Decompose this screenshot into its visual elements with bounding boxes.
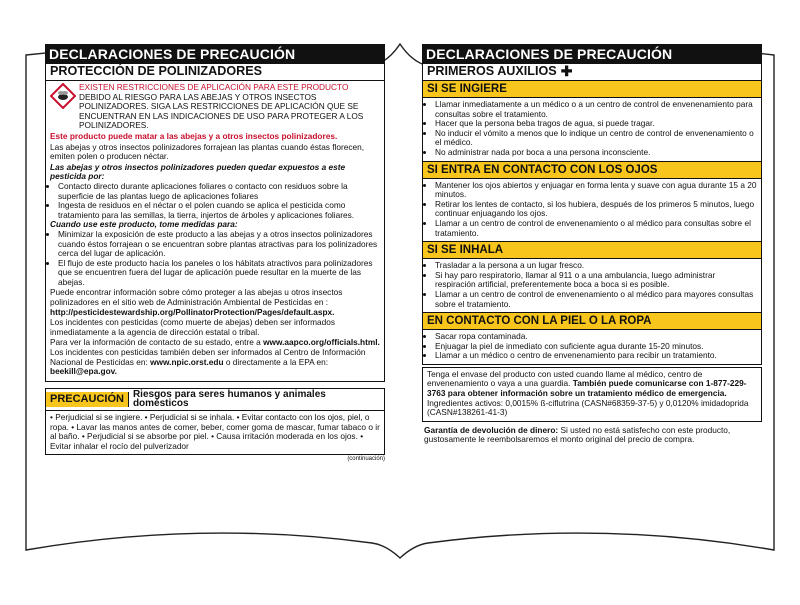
section-skin [422,330,762,365]
contact-paragraph [50,338,380,376]
list-item: • Trasladar a la persona a un lugar fresco. [435,261,757,271]
right-header: DECLARACIONES DE PRECAUCIÓN [422,44,762,64]
list-item: • No administrar nada por boca a una persona inconsciente. [435,148,757,158]
precaution-label: PRECAUCIÓN [46,392,129,407]
guarantee [422,422,762,445]
precaution-text: • Perjudicial si se ingiere. • Perjudicial si se inhala. • Evitar contacto con los ojos, piel, o ropa. • Lavar las manos antes de comer, beber, comer goma de mascar, fumar tabaco o ir al baño. • Perjudicial si se absorbe por piel. • Causa irritación moderada en los ojos. • Evitar inhalar el rocío del pulverizador [45,411,385,455]
restriction-row [50,83,380,131]
precaution-header [45,388,385,411]
section-eyes [422,179,762,243]
left-page [45,44,385,463]
exposure-heading: Las abejas y otros insectos polinizadores pueden quedar expuestos a este pesticida por: [50,161,346,182]
measures-heading: Cuando use este producto, tome medidas para: [50,219,238,230]
info-url[interactable]: http://pesticidestewardship.org/PollinatorProtection/Pages/default.aspx. [50,306,335,317]
pollinator-subheader: PROTECCIÓN DE POLINIZADORES [45,64,385,81]
list-item: • Llamar inmediatamente a un médico o a un centro de control de envenenamiento para consultas sobre el tratamiento. [435,100,757,119]
incidents-text: Los incidentes con pesticidas (como muerte de abejas) deben ser informados inmediatamente a la agencia de dirección estatal o tribal. [50,317,336,337]
container-note [422,367,762,422]
first-aid-cross-icon: ✚ [560,63,573,79]
first-aid-title: PRIMEROS AUXILIOS [427,64,557,78]
list-item: • No inducir el vómito a menos que lo indique un centro de control de envenenamiento o el médico. [435,129,757,148]
epa-email[interactable]: beekill@epa.gov. [50,366,117,377]
left-header: DECLARACIONES DE PRECAUCIÓN [45,44,385,64]
npic-text2: o directamente a la EPA en: [223,356,329,367]
list-item: • El flujo de este producto hacia los paneles o los hábitats atractivos para polinizadores que se encuentren fuera del lugar de aplicación puede resultar en la muerte de las abejas. [58,259,380,288]
guarantee-title: Garantía de devolución de dinero: [424,424,559,435]
guarantee-text: Si usted no está satisfecho con este producto, gustosamente le reembolsaremos el monto original del precio de compra. [424,424,731,445]
npic-url[interactable]: www.npic.orst.edu [150,356,224,367]
list-item: • Llamar a un médico o centro de envenenamiento para recibir un tratamiento. [435,351,757,361]
restriction-red: EXISTEN RESTRICCIONES DE APLICACIÓN PARA ESTE PRODUCTO [79,82,349,92]
info-text: Puede encontrar información sobre cómo proteger a las abejas u otros insectos polinizadores en el sitio web de Administración Ambiental de Pesticidas en : [50,287,343,308]
contact-url[interactable]: www.aapco.org/officials.html. [263,337,380,348]
bee-hazard-icon [50,83,76,109]
pollinator-box [45,81,385,382]
list-item: • Mantener los ojos abiertos y enjuagar en forma lenta y suave con agua durante 15 a 20 minutos. [435,181,757,200]
list-item: • Hacer que la persona beba tragos de agua, si puede tragar. [435,119,757,129]
first-aid-subheader [422,64,762,81]
list-item: • Si hay paro respiratorio, llamar al 911 o a una ambulancia, luego administrar respiración artificial, preferentemente boca a boca si es posible. [435,271,757,290]
npic-text: Los incidentes con pesticidas también deben ser informados al Centro de Información Nacional de Pesticidas en: [50,347,366,367]
section-ingest [422,98,762,162]
exposure-list [50,182,380,220]
container-bold: También puede comunicarse con 1-877-229-3763 para obtener información sobre un tratamiento médico de emergencia. [427,378,747,399]
continued-note: (continuación) [347,456,385,463]
info-paragraph [50,288,380,317]
restriction-text [79,83,380,131]
measures-list [50,230,380,288]
section-inhale [422,259,762,313]
right-page [422,44,762,445]
precaution-title: Riesgos para seres humanos y animales domésticos [132,388,326,410]
list-item: • Contacto directo durante aplicaciones foliares o contacto con residuos sobre la superficie de las plantas luego de aplicaciones foliares [58,182,380,201]
restriction-rest: DEBIDO AL RIESGO PARA LAS ABEJAS Y OTROS INSECTOS POLINIZADORES. SIGA LAS RESTRICCIONES DE APLICACIÓN QUE SE ENCUENTRAN EN LAS INDICACIONES DE USO PARA PROTEGER A LOS POLINIZADORES. [79,91,364,131]
kill-warning: Este producto puede matar a las abejas y a otros insectos polinizadores. [50,130,338,141]
pollinator-intro: Las abejas y otros insectos polinizadores forrajean las plantas cuando éstas florecen, emiten polen o producen néctar. [50,141,365,162]
container-text: Tenga el envase del producto con usted cuando llame al médico, centro de envenenamiento o vaya a una guardia. [427,368,703,389]
contact-text: Para ver la información de contacto de su estado, entre a [50,337,264,348]
list-item: • Retirar los lentes de contacto, si los hubiera, después de los primeros 5 minutos, luego continuar enjuagando los ojos. [435,200,757,219]
section-title-eyes: SI ENTRA EN CONTACTO CON LOS OJOS [422,162,762,179]
section-title-inhale: SI SE INHALA [422,242,762,259]
section-title-skin: EN CONTACTO CON LA PIEL O LA ROPA [422,313,762,330]
section-title-ingest: SI SE INGIERE [422,81,762,98]
list-item: • Enjuagar la piel de inmediato con suficiente agua durante 15-20 minutos. [435,342,757,352]
list-item: • Minimizar la exposición de este producto a las abejas y a otros insectos polinizadores cuando éstos forrajean o se encuentran sobre plantas atractivas para los polinizadores cerca del lugar de aplicación. [58,230,380,259]
list-item: • Ingesta de residuos en el néctar o el polen cuando se aplica el pesticida como tratamiento para las semillas, la tierra, injertos de árboles y aplicaciones foliares. [58,201,380,220]
list-item: • Sacar ropa contaminada. [435,332,757,342]
list-item: • Llamar a un centro de control de envenenamiento o al médico para consultas sobre el tratamiento. [435,219,757,238]
list-item: • Llamar a un centro de control de envenenamiento o al médico para mayores consultas sobre el tratamiento. [435,290,757,309]
ingredients-text: Ingredientes activos: 0,0015% ß-ciflutrina (CASN#68359-37-5) y 0,0120% imidadoprida (CASN#138261-41-3) [427,397,749,418]
